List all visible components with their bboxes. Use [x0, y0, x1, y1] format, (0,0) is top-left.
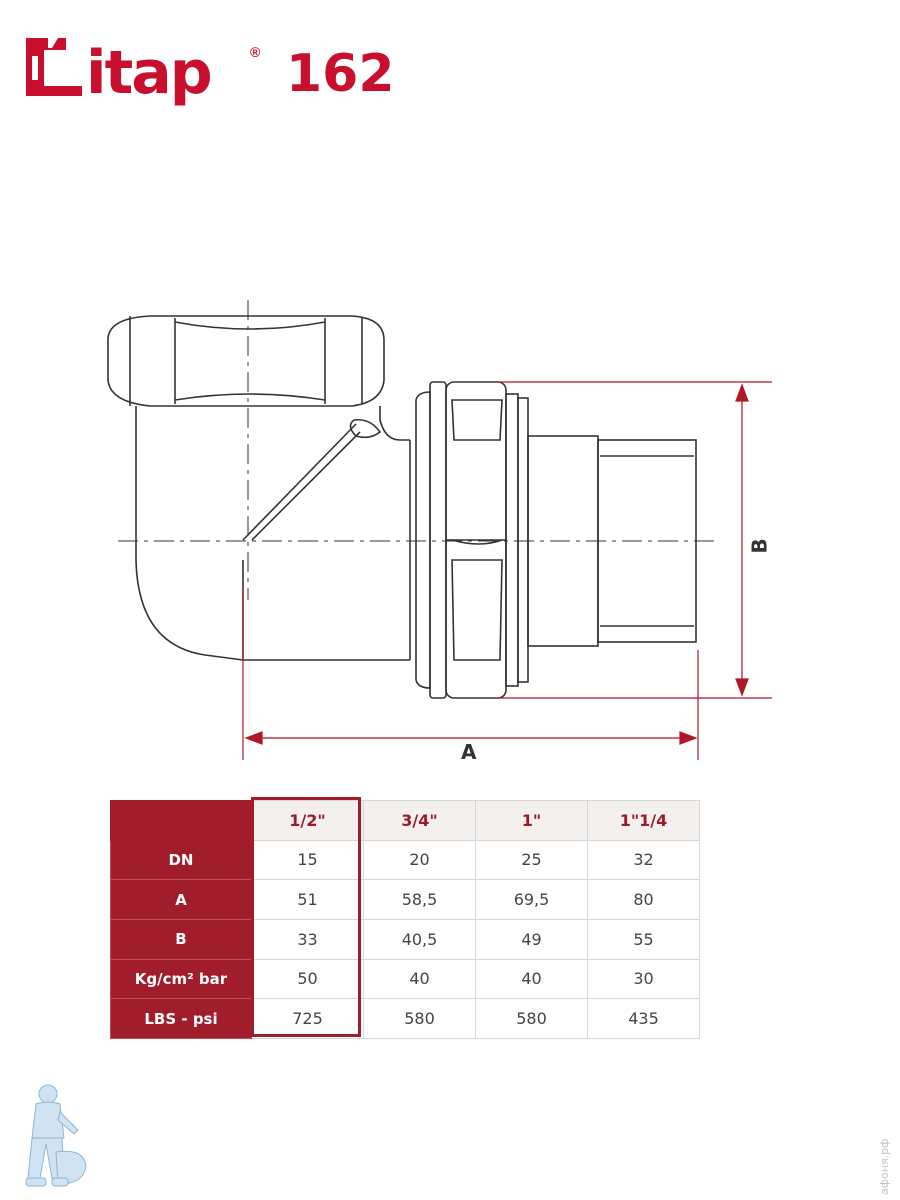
table-cell: 30 — [588, 959, 700, 999]
table-cell: 50 — [252, 959, 364, 999]
table-corner — [111, 801, 252, 841]
table-cell: 435 — [588, 999, 700, 1039]
table-row — [111, 959, 700, 999]
table-cell: 69,5 — [476, 880, 588, 920]
table-row — [111, 880, 700, 920]
column-header: 1"1/4 — [588, 801, 700, 841]
registered-mark: ® — [250, 44, 261, 60]
row-label: DN — [111, 840, 252, 880]
table-cell: 55 — [588, 919, 700, 959]
fitting-outline — [108, 316, 696, 698]
column-header: 3/4" — [364, 801, 476, 841]
table-cell: 40,5 — [364, 919, 476, 959]
row-label: Kg/cm² bar — [111, 959, 252, 999]
table-cell: 80 — [588, 880, 700, 920]
table-cell: 49 — [476, 919, 588, 959]
table-row — [111, 999, 700, 1039]
table-cell: 580 — [364, 999, 476, 1039]
row-label: LBS - psi — [111, 999, 252, 1039]
table-header-row — [111, 801, 700, 841]
logo-text: itap — [86, 38, 211, 108]
plumber-mascot-icon — [8, 1082, 90, 1192]
dimension-b-label: B — [747, 538, 772, 554]
dimension-a-label: A — [461, 740, 477, 764]
table-cell: 20 — [364, 840, 476, 880]
dimension-lines — [243, 382, 772, 760]
row-label: A — [111, 880, 252, 920]
table-cell: 580 — [476, 999, 588, 1039]
table-cell: 51 — [252, 880, 364, 920]
column-header: 1" — [476, 801, 588, 841]
table-cell: 33 — [252, 919, 364, 959]
table-cell: 15 — [252, 840, 364, 880]
model-number: 162 — [286, 44, 395, 104]
table-row — [111, 840, 700, 880]
row-label: B — [111, 919, 252, 959]
table-cell: 725 — [252, 999, 364, 1039]
table-cell: 25 — [476, 840, 588, 880]
table-cell: 58,5 — [364, 880, 476, 920]
column-header: 1/2" — [252, 801, 364, 841]
watermark-text: афоня.рф — [878, 1138, 891, 1195]
brand-header — [22, 30, 402, 120]
table-cell: 40 — [364, 959, 476, 999]
table-cell: 32 — [588, 840, 700, 880]
itap-logo-icon — [22, 30, 86, 100]
spec-table — [110, 800, 700, 1039]
center-lines — [118, 300, 718, 600]
table-row — [111, 919, 700, 959]
table-cell: 40 — [476, 959, 588, 999]
